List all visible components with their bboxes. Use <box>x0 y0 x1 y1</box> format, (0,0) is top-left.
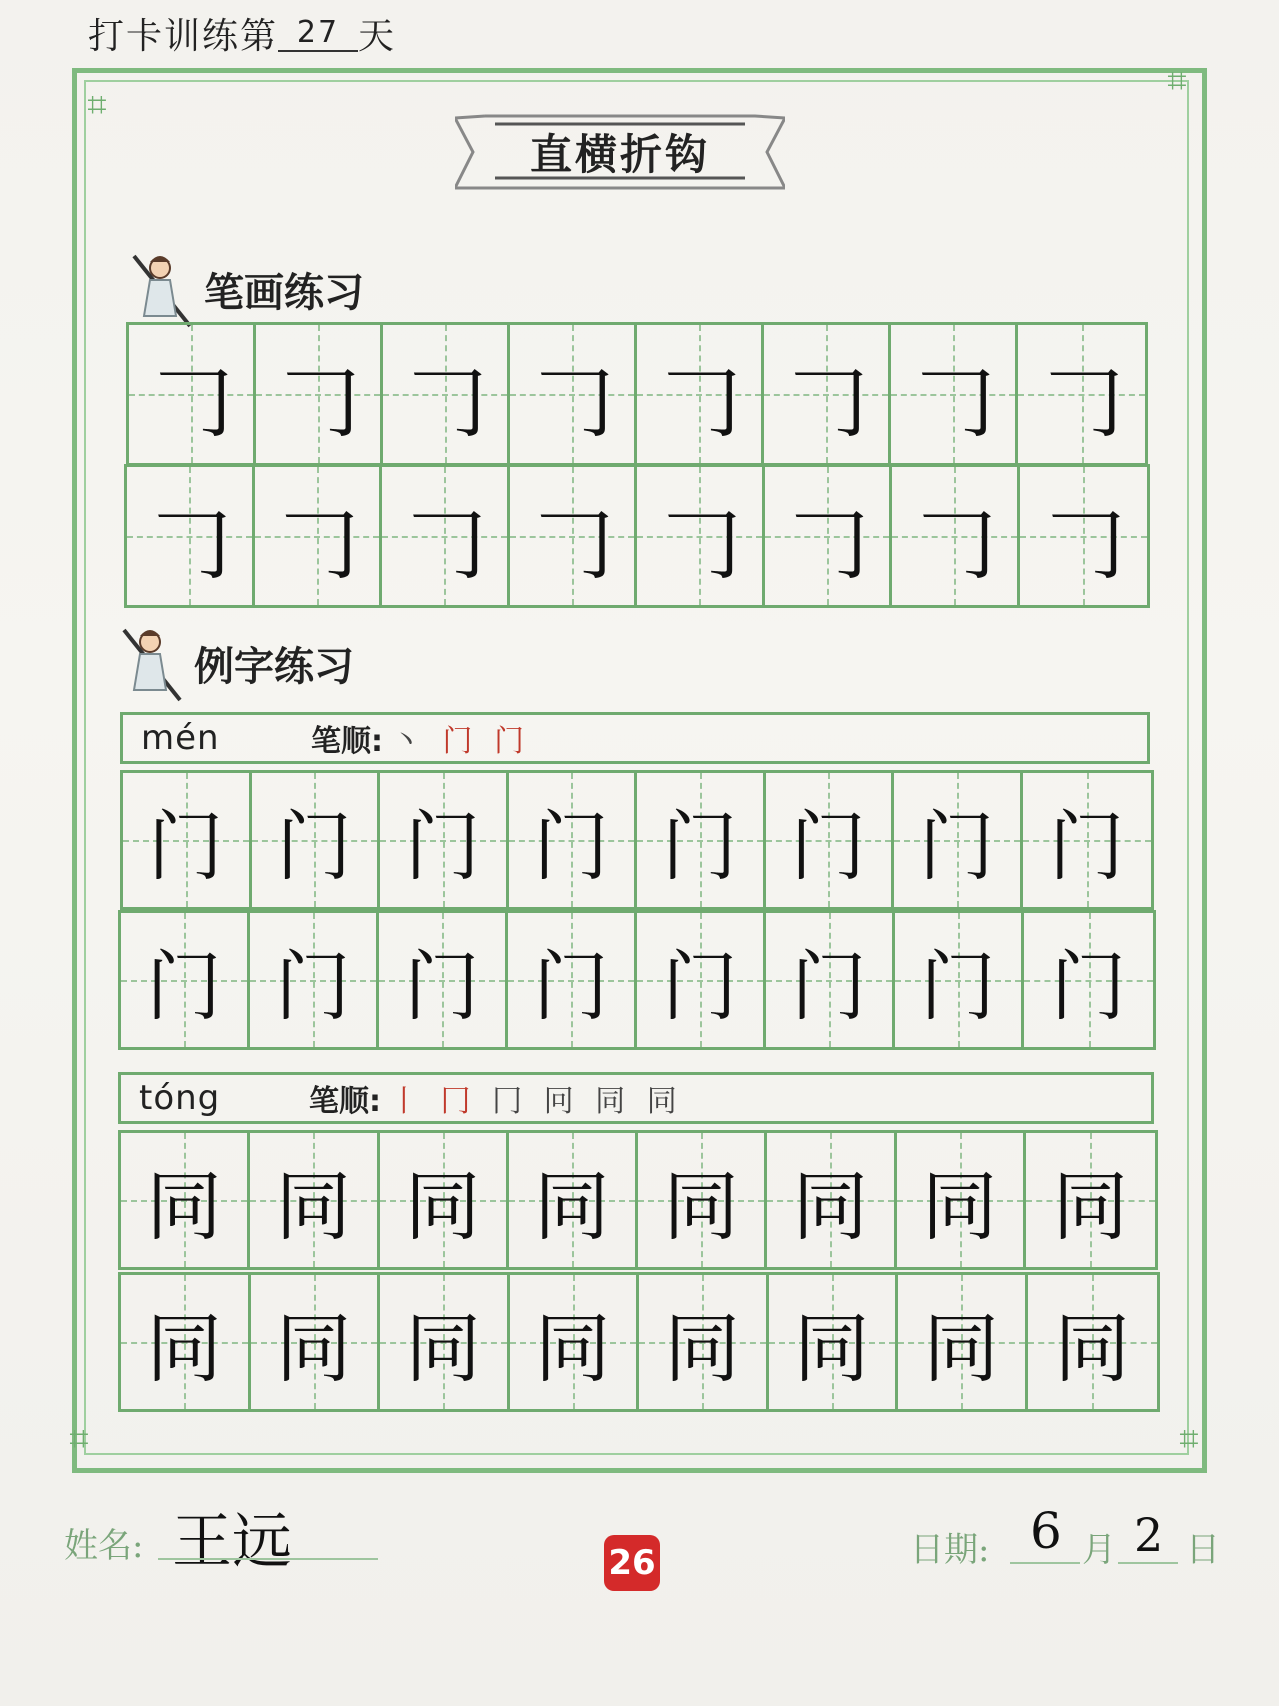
month-label: 月 <box>1082 1530 1116 1570</box>
cell-char: 𠃌 <box>402 351 487 450</box>
cell-char: 同 <box>534 1303 611 1393</box>
cell-char: 同 <box>1054 1303 1131 1393</box>
stroke-order-red: 门 门 <box>442 724 531 759</box>
grid-cell[interactable] <box>769 1275 899 1409</box>
cell-char: 𠃌 <box>529 493 614 592</box>
name-value: 王远 <box>172 1507 292 1577</box>
grid-cell[interactable] <box>766 913 895 1047</box>
grid-cell[interactable] <box>638 1133 767 1267</box>
cell-char: 𠃌 <box>147 493 232 592</box>
stroke-order-dark: 冂 冋 同 同 <box>492 1084 683 1119</box>
cell-char: 同 <box>1052 1161 1129 1251</box>
grid-cell[interactable] <box>380 1133 509 1267</box>
cell-char: 同 <box>923 1303 1000 1393</box>
corner-ornament-bottom-right: ⌗ <box>1179 1419 1199 1459</box>
cell-char: 门 <box>661 801 738 891</box>
cell-char: 𠃌 <box>656 351 741 450</box>
stroke-order-label: 笔顺: <box>309 1084 381 1119</box>
grid-cell[interactable] <box>379 913 508 1047</box>
grid-cell[interactable] <box>765 467 893 605</box>
grid-cell[interactable] <box>767 1133 896 1267</box>
tong-grid-row-1 <box>118 1130 1158 1270</box>
grid-cell[interactable] <box>383 325 510 463</box>
grid-cell[interactable] <box>121 1133 250 1267</box>
grid-cell[interactable] <box>256 325 383 463</box>
grid-cell[interactable] <box>380 773 509 907</box>
grid-cell[interactable] <box>637 913 766 1047</box>
cell-char: 门 <box>404 801 481 891</box>
grid-cell[interactable] <box>508 913 637 1047</box>
grid-cell[interactable] <box>382 467 510 605</box>
grid-cell[interactable] <box>123 773 252 907</box>
grid-cell[interactable] <box>121 913 250 1047</box>
grid-cell[interactable] <box>509 1133 638 1267</box>
grid-cell[interactable] <box>637 467 765 605</box>
grid-cell[interactable] <box>1028 1275 1158 1409</box>
scholar-icon <box>130 250 194 328</box>
grid-cell[interactable] <box>510 467 638 605</box>
month-underline <box>1010 1562 1080 1564</box>
day-label: 日 <box>1186 1530 1220 1570</box>
grid-cell[interactable] <box>121 1275 251 1409</box>
page-number-badge: 26 <box>604 1535 660 1591</box>
title-banner <box>455 108 785 196</box>
stroke-grid-row-2 <box>124 464 1150 608</box>
cell-char: 𠃌 <box>274 493 359 592</box>
cell-char: 门 <box>275 941 351 1031</box>
cell-char: 门 <box>533 801 610 891</box>
cell-char: 同 <box>405 1303 482 1393</box>
corner-ornament-bottom-left: ⌗ <box>69 1419 89 1459</box>
pinyin-bar-men <box>120 712 1150 764</box>
grid-cell[interactable] <box>639 1275 769 1409</box>
stroke-order-label: 笔顺: <box>311 724 383 759</box>
cell-char: 门 <box>1050 941 1127 1031</box>
cell-char: 𠃌 <box>275 351 360 450</box>
grid-cell[interactable] <box>250 913 379 1047</box>
cell-char: 门 <box>920 941 996 1031</box>
month-value: 6 <box>1030 1502 1062 1560</box>
cell-char: 同 <box>533 1161 610 1251</box>
cell-char: 门 <box>146 941 222 1031</box>
cell-char: 门 <box>404 941 480 1031</box>
grid-cell[interactable] <box>1018 325 1145 463</box>
men-grid-row-2 <box>118 910 1156 1050</box>
cell-char: 同 <box>663 1161 740 1251</box>
corner-ornament-top-left: ⌗ <box>87 85 107 125</box>
cell-char: 同 <box>664 1303 741 1393</box>
name-label: 姓名: <box>64 1526 144 1566</box>
cell-char: 同 <box>793 1303 870 1393</box>
cell-char: 门 <box>1048 801 1125 891</box>
grid-cell[interactable] <box>510 1275 640 1409</box>
date-label: 日期: <box>910 1530 990 1570</box>
grid-cell[interactable] <box>637 325 764 463</box>
header-prefix: 打卡训练第 <box>88 16 279 57</box>
stroke-order-dark: 丶 <box>391 724 427 759</box>
grid-cell[interactable] <box>898 1275 1028 1409</box>
grid-cell[interactable] <box>255 467 383 605</box>
cell-char: 同 <box>275 1303 352 1393</box>
cell-char: 𠃌 <box>910 351 995 450</box>
grid-cell[interactable] <box>1024 913 1153 1047</box>
cell-char: 同 <box>275 1161 352 1251</box>
cell-char: 门 <box>276 801 353 891</box>
grid-cell[interactable] <box>129 325 256 463</box>
pinyin-bar-tong <box>118 1072 1154 1124</box>
grid-cell[interactable] <box>252 773 381 907</box>
grid-cell[interactable] <box>897 1133 1026 1267</box>
cell-char: 同 <box>792 1161 869 1251</box>
cell-char: 同 <box>146 1303 223 1393</box>
cell-char: 𠃌 <box>784 493 869 592</box>
grid-cell[interactable] <box>764 325 891 463</box>
cell-char: 门 <box>790 801 867 891</box>
day-value: 2 <box>1134 1508 1164 1562</box>
page-title: 直横折钩 <box>529 130 710 179</box>
stroke-grid-row-1 <box>126 322 1148 466</box>
cell-char: 门 <box>662 941 738 1031</box>
grid-cell[interactable] <box>894 773 1023 907</box>
cell-char: 𠃌 <box>912 493 997 592</box>
cell-char: 𠃌 <box>783 351 868 450</box>
grid-cell[interactable] <box>510 325 637 463</box>
day-underline <box>1118 1562 1178 1564</box>
stroke-practice-label: 笔画练习 <box>204 269 364 316</box>
example-practice-label: 例字练习 <box>194 643 354 690</box>
stroke-order-red: 丨 冂 <box>389 1084 477 1119</box>
stroke-practice-heading <box>130 250 364 328</box>
stroke-order-sequence <box>389 1076 683 1120</box>
grid-cell[interactable] <box>251 1275 381 1409</box>
corner-ornament-top-right: ⌗ <box>1167 61 1187 101</box>
grid-cell[interactable] <box>637 773 766 907</box>
cell-char: 𠃌 <box>529 351 614 450</box>
grid-cell[interactable] <box>891 325 1018 463</box>
men-grid-row-1 <box>120 770 1154 910</box>
name-underline <box>158 1558 378 1560</box>
grid-cell[interactable] <box>509 773 638 907</box>
cell-char: 同 <box>921 1161 998 1251</box>
grid-cell[interactable] <box>127 467 255 605</box>
cell-char: 门 <box>918 801 995 891</box>
cell-char: 𠃌 <box>148 351 233 450</box>
cell-char: 门 <box>791 941 867 1031</box>
cell-char: 𠃌 <box>1039 351 1124 450</box>
tong-grid-row-2 <box>118 1272 1160 1412</box>
grid-cell[interactable] <box>250 1133 379 1267</box>
cell-char: 𠃌 <box>402 493 487 592</box>
cell-char: 同 <box>404 1161 481 1251</box>
grid-cell[interactable] <box>892 467 1020 605</box>
cell-char: 𠃌 <box>1041 493 1126 592</box>
cell-char: 同 <box>146 1161 223 1251</box>
day-number: 27 <box>278 15 358 52</box>
cell-char: 门 <box>147 801 224 891</box>
grid-cell[interactable] <box>1026 1133 1155 1267</box>
grid-cell[interactable] <box>380 1275 510 1409</box>
cell-char: 𠃌 <box>657 493 742 592</box>
scholar-icon <box>120 624 184 702</box>
stroke-order-sequence <box>391 716 530 760</box>
grid-cell[interactable] <box>895 913 1024 1047</box>
grid-cell[interactable] <box>766 773 895 907</box>
checkin-header <box>88 8 396 59</box>
example-practice-heading <box>120 624 354 702</box>
pinyin-text: tóng <box>139 1078 221 1118</box>
cell-char: 门 <box>533 941 609 1031</box>
pinyin-text: mén <box>141 718 220 758</box>
header-suffix: 天 <box>358 16 397 57</box>
grid-cell[interactable] <box>1023 773 1152 907</box>
grid-cell[interactable] <box>1020 467 1148 605</box>
